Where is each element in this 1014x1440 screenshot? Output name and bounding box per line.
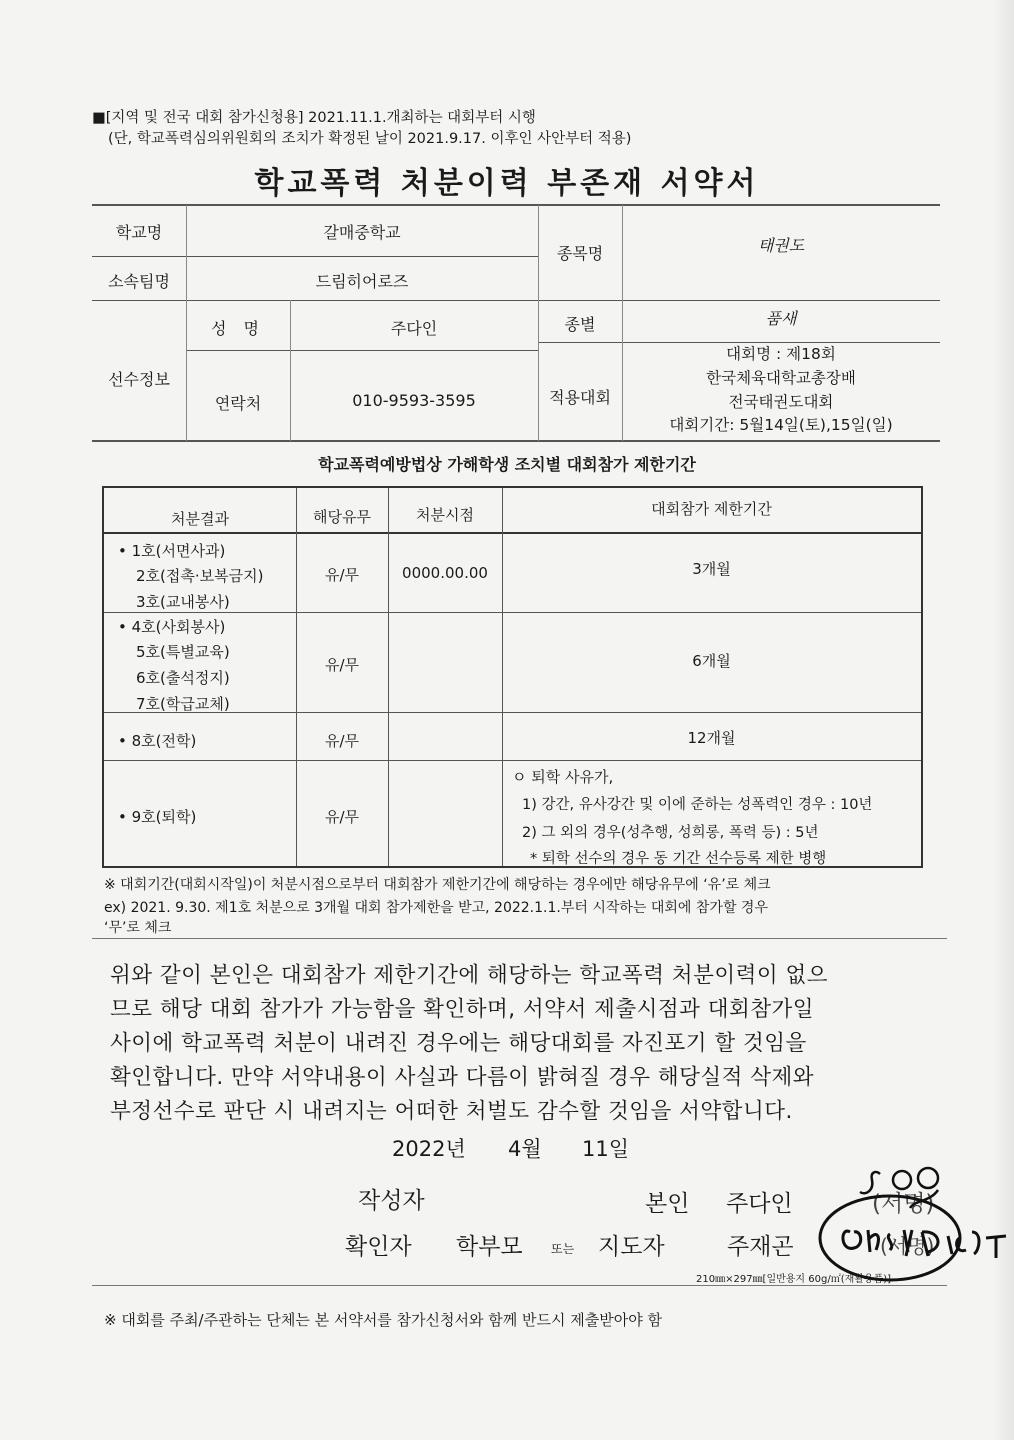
- parent-label: 학부모: [456, 1234, 523, 1260]
- row1-result-1: • 1호(서면사과): [118, 542, 226, 560]
- event-name-line-1: 대회명 : 제18회: [726, 345, 836, 363]
- row4-period-line-4: * 퇴학 선수의 경우 동 기간 선수등록 제한 병행: [530, 851, 827, 867]
- row2-period: 6개월: [692, 652, 731, 670]
- header-line-2: (단, 학교폭력심의위원회의 조치가 확정된 날이 2021.9.17. 이후인 사안부터 적용): [108, 131, 632, 147]
- pledge-line-3: 사이에 학교폭력 처분이 내려진 경우에는 해당대회를 자진포기 할 것임을: [110, 1031, 807, 1056]
- header-result: 처분결과: [171, 510, 229, 528]
- category-value: 품새: [765, 309, 797, 328]
- row2-result-1: • 4호(사회봉사): [118, 618, 226, 636]
- pledge-line-4: 확인합니다. 만약 서약내용이 사실과 다름이 밝혀질 경우 해당실적 삭제와: [110, 1065, 815, 1090]
- seal-1: (서명): [872, 1191, 935, 1217]
- header-date: 처분시점: [416, 506, 474, 524]
- row3-applicable: 유/무: [324, 732, 360, 750]
- header-period: 대회참가 제한기간: [651, 500, 772, 518]
- note-3: ‘무’로 체크: [104, 920, 172, 936]
- name-label: 성 명: [211, 319, 265, 338]
- event-period: 대회기간: 5월14일(토),15일(일): [669, 416, 893, 434]
- self-name: 주다인: [726, 1191, 793, 1217]
- row4-period-line-3: 2) 그 외의 경우(성추행, 성희롱, 폭력 등) : 5년: [522, 825, 819, 841]
- contact-label: 연락처: [214, 394, 262, 413]
- team-value: 드림히어로즈: [315, 272, 409, 291]
- date-day: 11일: [582, 1137, 630, 1161]
- row4-result-1: • 9호(퇴학): [118, 808, 197, 826]
- self-label: 본인: [645, 1191, 690, 1217]
- row4-period-line-2: 1) 강간, 유사강간 및 이에 준하는 성폭력인 경우 : 10년: [522, 797, 873, 813]
- row1-applicable: 유/무: [324, 566, 360, 584]
- row2-result-4: 7호(학급교체): [136, 695, 230, 713]
- restriction-title: 학교폭력예방법상 가해학생 조치별 대회참가 제한기간: [318, 455, 696, 474]
- or-label: 또는: [551, 1242, 575, 1256]
- row1-date: 0000.00.00: [402, 564, 488, 582]
- category-label: 종별: [564, 315, 596, 334]
- date-month: 4월: [508, 1137, 542, 1161]
- pledge-line-5: 부정선수로 판단 시 내려지는 어떠한 처벌도 감수할 것임을 서약합니다.: [110, 1099, 793, 1124]
- row4-applicable: 유/무: [324, 808, 360, 826]
- sport-label: 종목명: [556, 244, 604, 263]
- note-1: ※ 대회기간(대회시작일)이 처분시점으로부터 대회참가 제한기간에 해당하는 경우에만 해당유무에 ‘유’로 체크: [104, 877, 771, 893]
- row2-result-3: 6호(출석정지): [136, 669, 230, 687]
- seal-2: (서명): [880, 1234, 935, 1258]
- confirmer-label: 확인자: [345, 1234, 412, 1260]
- event-label: 적용대회: [549, 388, 611, 407]
- writer-label: 작성자: [358, 1188, 425, 1214]
- row4-period-line-1: ㅇ 퇴학 사유가,: [512, 768, 614, 786]
- row1-result-2: 2호(접촉·보복금지): [136, 567, 264, 585]
- document-title: 학교폭력 처분이력 부존재 서약서: [254, 166, 760, 201]
- note-2: ex) 2021. 9.30. 제1호 처분으로 3개월 대회 참가제한을 받고, 2022.1.1.부터 시작하는 대회에 참가할 경우: [104, 900, 768, 916]
- row2-applicable: 유/무: [324, 656, 360, 674]
- header-line-1: ■[지역 및 전국 대회 참가신청용] 2021.11.1.개최하는 대회부터 시행: [92, 110, 536, 126]
- event-name-line-3: 전국태권도대회: [728, 393, 834, 411]
- pledge-line-1: 위와 같이 본인은 대회참가 제한기간에 해당하는 학교폭력 처분이력이 없으: [110, 963, 829, 988]
- name-value: 주다인: [390, 319, 438, 338]
- player-info-label: 선수정보: [108, 370, 170, 389]
- school-label: 학교명: [115, 223, 163, 242]
- sport-value: 태권도: [757, 236, 805, 255]
- pledge-line-2: 므로 해당 대회 참가가 가능함을 확인하며, 서약서 제출시점과 대회참가일: [110, 997, 815, 1022]
- school-value: 갈매중학교: [323, 223, 401, 242]
- coach-name: 주재곤: [727, 1234, 794, 1260]
- contact-value: 010-9593-3595: [352, 391, 476, 410]
- paper-spec: 210㎜×297㎜[일반용지 60g/㎡(재활용품)]: [696, 1274, 892, 1285]
- footer-note: ※ 대회를 주최/주관하는 단체는 본 서약서를 참가신청서와 함께 반드시 제출받아야 함: [104, 1311, 662, 1329]
- team-label: 소속팀명: [108, 272, 170, 291]
- event-name-line-2: 한국체육대학교총장배: [706, 369, 856, 387]
- row1-period: 3개월: [692, 560, 731, 578]
- restriction-table: [102, 486, 923, 868]
- row2-result-2: 5호(특별교육): [136, 643, 230, 661]
- coach-label: 지도자: [598, 1234, 665, 1260]
- date-year: 2022년: [392, 1137, 466, 1161]
- row3-result-1: • 8호(전학): [118, 732, 197, 750]
- header-applicable: 해당유무: [313, 508, 371, 526]
- row1-result-3: 3호(교내봉사): [136, 593, 230, 611]
- row3-period: 12개월: [687, 729, 736, 747]
